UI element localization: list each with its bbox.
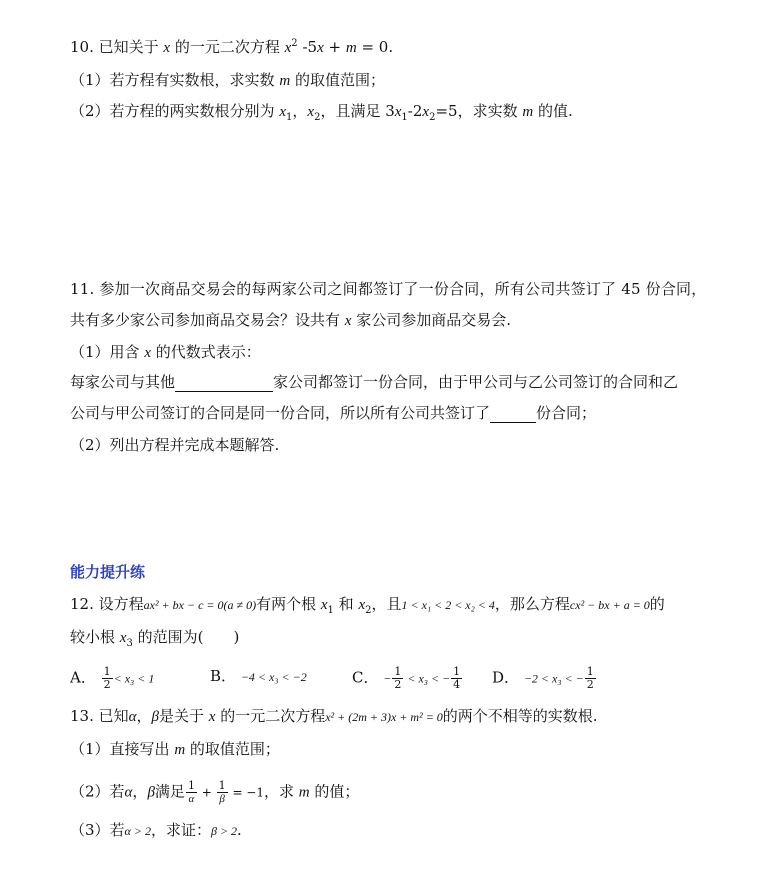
q10-p2-text: （2）若方程的两实数根分别为 — [70, 102, 280, 120]
q11-line2-text: 共有多少家公司参加商品交易会？设共有 — [70, 311, 345, 329]
q10-period: . — [388, 38, 394, 56]
q13-part2 — [70, 780, 359, 805]
q12-mid3: ，那么方程 — [494, 595, 570, 613]
answer-blank-1[interactable] — [175, 377, 273, 392]
option-c-fraction1 — [392, 666, 403, 691]
q12-mid1: 有两个根 — [256, 595, 321, 613]
q13-part3 — [70, 820, 242, 841]
option-d[interactable] — [492, 666, 597, 691]
q10-p1-text: （1）若方程有实数根，求实数 — [70, 71, 280, 89]
q13-line1 — [70, 706, 598, 727]
frac-num: 1 — [218, 779, 226, 792]
option-c-fraction2 — [451, 666, 462, 691]
option-c[interactable] — [352, 666, 463, 691]
option-a-fraction — [102, 666, 113, 691]
q12-equation: ax² + bx − c = 0(a ≠ 0) — [143, 598, 257, 612]
q12-equation2: cx² − bx + a = 0 — [569, 598, 650, 612]
var-x-q11-p1: x — [144, 345, 151, 361]
q10-p2-mid: ，且满足 3 — [320, 102, 395, 120]
option-a[interactable] — [70, 666, 154, 691]
var-m: m — [279, 73, 291, 89]
eq-x2: x — [317, 40, 324, 56]
q10-title-text: 10. 已知关于 — [70, 38, 159, 56]
q11-part1 — [70, 342, 261, 363]
option-a-label: A． — [70, 668, 96, 687]
q10-title-mid: 的一元二次方程 — [170, 38, 285, 56]
var-x1: x — [279, 104, 286, 120]
option-c-label: C． — [352, 668, 379, 687]
q12-sub1: 1 — [327, 605, 334, 616]
frac-den: 2 — [103, 678, 111, 691]
frac-den: β — [219, 793, 225, 805]
cond-x2: x — [422, 104, 430, 120]
frac-num: 1 — [453, 665, 461, 678]
q12-line1 — [70, 594, 665, 615]
q10-part2 — [70, 101, 573, 122]
cond-x1: x — [394, 104, 402, 120]
q13-beta: β — [151, 709, 159, 725]
fill2-text-b: 份合同； — [536, 404, 597, 422]
q13-equation: x² + (2m + 3)x + m² = 0 — [325, 710, 443, 724]
section-heading: 能力提升练 — [70, 563, 146, 581]
q12-line2-suffix: 的范围为( ) — [132, 628, 240, 646]
q11-line2-suffix: 家公司参加商品交易会. — [351, 311, 511, 329]
option-b-label: B． — [210, 667, 237, 685]
option-a-text: < x₃ < 1 — [113, 671, 155, 686]
option-d-text: −2 < x₃ < − — [523, 671, 584, 686]
q13-part1 — [70, 739, 280, 760]
q13-p1-suffix: 的取值范围； — [185, 740, 280, 758]
q13-fraction2 — [217, 780, 228, 805]
frac-den: 2 — [394, 678, 402, 691]
frac-den: α — [188, 793, 195, 805]
q12-mid2: ，且 — [371, 595, 402, 613]
option-b[interactable] — [210, 666, 307, 687]
q13-prefix: 13. 已知 — [70, 707, 129, 725]
sub-2: 2 — [314, 112, 321, 123]
cond-sub2: 2 — [429, 112, 436, 123]
q12-and: 和 — [333, 595, 359, 613]
q12-line2 — [70, 627, 239, 648]
q12-prefix: 12. 设方程 — [70, 595, 144, 613]
frac-den: 2 — [586, 678, 594, 691]
q11-fill-line2 — [70, 403, 596, 423]
q13-plus: + — [197, 785, 216, 800]
q13-p1-text: （1）直接写出 — [70, 740, 175, 758]
q13-p3-mid: ，求证： — [150, 821, 211, 839]
option-d-fraction — [585, 666, 596, 691]
q13-alpha: α — [128, 709, 137, 725]
q13-p2-sep: ， — [132, 782, 148, 801]
q11-line2 — [70, 310, 511, 331]
var-x2: x — [307, 104, 315, 120]
option-c-text: < x₃ < − — [404, 671, 451, 686]
q12-x2: x — [358, 597, 366, 613]
q13-p3-cond: α > 2 — [124, 824, 151, 838]
cond-end: =5，求实数 — [435, 102, 523, 120]
q13-p2-alpha: α — [124, 784, 133, 801]
q13-p2-mid: 满足 — [154, 782, 185, 801]
fill1-text-a: 每家公司与其他 — [70, 373, 176, 391]
cond-sub1: 1 — [401, 112, 408, 123]
eq-m: m — [345, 40, 357, 56]
q12-end: 的 — [649, 595, 665, 613]
q12-line2-text: 较小根 — [70, 628, 120, 646]
q13-p2-suffix: ，求 — [264, 782, 299, 801]
q13-x: x — [208, 709, 216, 725]
var-m-2: m — [522, 104, 534, 120]
q11-line1: 11. 参加一次商品交易会的每两家公司之间都签订了一份合同，所有公司共签订了 45 份合同， — [70, 280, 707, 298]
q13-p2-text: （2）若 — [70, 782, 125, 801]
q12-inequality: 1 < x₁ < 2 < x₂ < 4 — [401, 598, 495, 612]
q13-p3-concl: β > 2 — [210, 824, 238, 838]
q13-sep: ， — [136, 707, 152, 725]
eq-equals: = 0 — [356, 38, 389, 56]
q13-p2-beta: β — [147, 784, 155, 801]
q11-p1-text: （1）用含 — [70, 343, 145, 361]
q13-mid2: 的一元二次方程 — [215, 707, 326, 725]
fill1-text-b: 家公司都签订一份合同，由于甲公司与乙公司签订的合同和乙 — [273, 373, 679, 391]
frac-num: 1 — [394, 665, 402, 678]
q11-fill-line1 — [70, 372, 678, 392]
q12-sub2: 2 — [365, 605, 372, 616]
q13-mid: 是关于 — [159, 707, 209, 725]
frac-den: 4 — [453, 678, 461, 691]
eq-coef: -5 — [297, 38, 318, 56]
option-d-label: D． — [492, 668, 520, 687]
q10-p2-suffix: 的值. — [533, 102, 573, 120]
q11-part2: （2）列出方程并完成本题解答. — [70, 436, 280, 454]
var-x-q11: x — [344, 313, 352, 329]
answer-blank-2[interactable] — [490, 408, 536, 423]
q13-p3-text: （3）若 — [70, 821, 125, 839]
q11-p1-suffix: 的代数式表示： — [150, 343, 261, 361]
fill2-text-a: 公司与甲公司签订的合同是同一份合同，所以所有公司共签订了 — [70, 404, 491, 422]
cond-mid: -2 — [407, 102, 423, 120]
q12-x3: x — [119, 630, 127, 646]
comma: ， — [292, 102, 308, 120]
q13-p2-m: m — [298, 784, 310, 801]
option-b-text: −4 < x₃ < −2 — [240, 670, 307, 684]
q13-suffix: 的两个不相等的实数根. — [442, 707, 598, 725]
q13-p3-end: . — [237, 821, 242, 839]
frac-num: 1 — [187, 779, 195, 792]
q10-p1-suffix: 的取值范围； — [290, 71, 385, 89]
q10-part1 — [70, 70, 385, 91]
q13-p2-end: 的值； — [309, 782, 360, 801]
var-x: x — [163, 40, 171, 56]
q12-sub3: 3 — [126, 638, 133, 649]
q13-m: m — [174, 742, 186, 758]
eq-plus: + — [323, 38, 346, 56]
q13-fraction1 — [186, 780, 197, 805]
q12-x1: x — [320, 597, 328, 613]
q13-eq-end: = −1 — [228, 785, 264, 800]
sub-1: 1 — [286, 112, 293, 123]
q10-title — [70, 37, 393, 58]
eq-exponent: 2 — [291, 38, 298, 49]
option-c-minus: − — [383, 671, 392, 686]
frac-num: 1 — [586, 665, 594, 678]
eq-x: x — [284, 40, 292, 56]
frac-num: 1 — [103, 665, 111, 678]
